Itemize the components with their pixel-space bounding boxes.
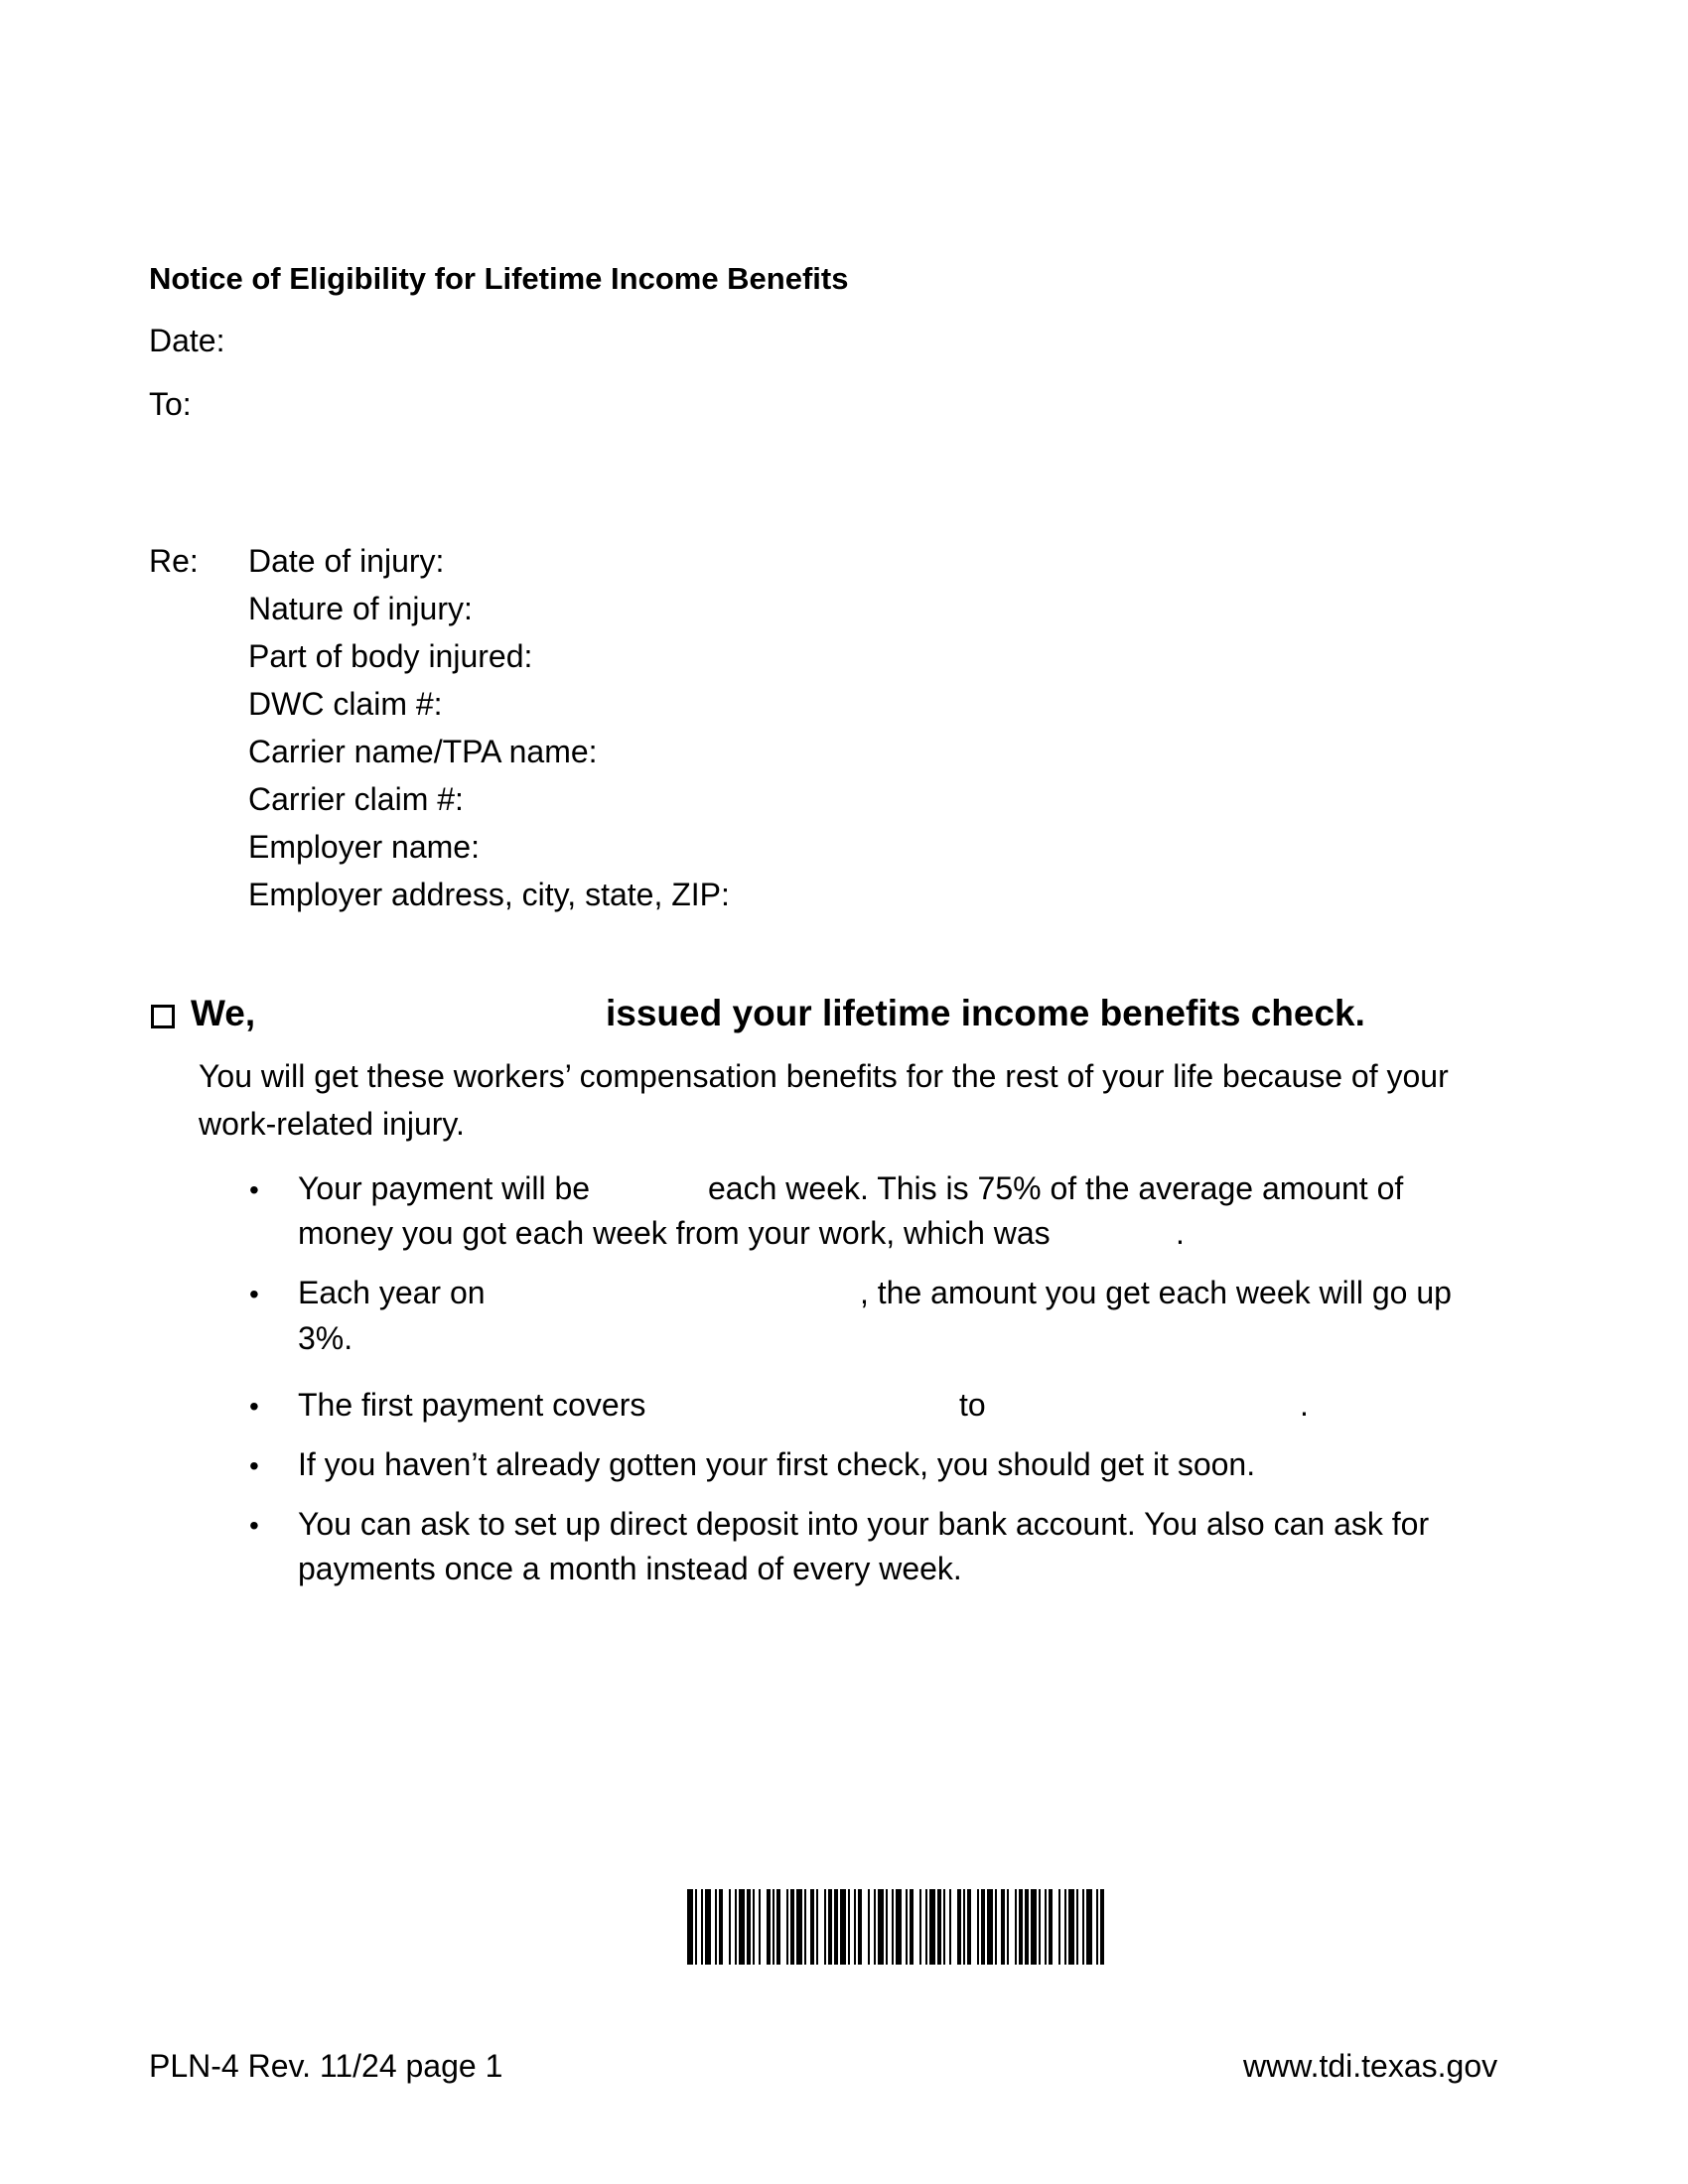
barcode-image	[687, 1889, 1104, 1965]
barcode-bar	[896, 1889, 902, 1965]
barcode-bar	[753, 1889, 755, 1965]
bullet-2-text-a: Each year on	[298, 1275, 486, 1310]
carrier-name-label: Carrier name/TPA name:	[248, 734, 598, 769]
bullet-3-text-a: The first payment covers	[298, 1387, 646, 1423]
barcode-bar	[878, 1889, 884, 1965]
barcode-bar	[786, 1889, 788, 1965]
intro-line-1: You will get these workers’ compensation benefits for the rest of your life because of your	[199, 1058, 1449, 1094]
barcode-bar	[1019, 1889, 1023, 1965]
barcode-bar	[1100, 1889, 1104, 1965]
barcode-bar	[949, 1889, 951, 1965]
barcode-bar	[995, 1889, 997, 1965]
barcode-bar	[937, 1889, 941, 1965]
heading-issued-text: issued your lifetime income benefits check.	[606, 993, 1365, 1033]
barcode-bar	[729, 1889, 731, 1965]
barcode-bar	[828, 1889, 832, 1965]
heading-we: We,	[191, 993, 256, 1033]
barcode-bar	[854, 1889, 856, 1965]
barcode-bar	[759, 1889, 761, 1965]
barcode-bar	[977, 1889, 979, 1965]
barcode-bar	[981, 1889, 985, 1965]
barcode-bar	[925, 1889, 927, 1965]
bullet-3-end: .	[1300, 1387, 1309, 1423]
bullet-5-line-1: You can ask to set up direct deposit into your bank account. You also can ask for	[298, 1506, 1430, 1542]
dwc-claim-label: DWC claim #:	[248, 686, 443, 722]
barcode-bar	[1068, 1889, 1074, 1965]
barcode-bar	[701, 1889, 703, 1965]
bullet-5-line-2: payments once a month instead of every week.	[298, 1551, 962, 1586]
bullet-4-dot: •	[249, 1450, 259, 1481]
barcode-bar	[874, 1889, 876, 1965]
barcode-bar	[824, 1889, 826, 1965]
barcode-bar	[929, 1889, 935, 1965]
barcode-bar	[1031, 1889, 1037, 1965]
bullet-1-line-2: money you got each week from your work, which was	[298, 1215, 1051, 1251]
bullet-3-text-b: to	[959, 1387, 986, 1423]
barcode-bar	[816, 1889, 818, 1965]
barcode-bar	[1025, 1889, 1029, 1965]
date-label: Date:	[149, 323, 225, 358]
nature-of-injury-label: Nature of injury:	[248, 591, 473, 626]
barcode-bar	[1058, 1889, 1060, 1965]
barcode-bar	[776, 1889, 780, 1965]
bullet-2-text-b: , the amount you get each week will go up	[860, 1275, 1452, 1310]
barcode-bar	[1039, 1889, 1041, 1965]
barcode-bar	[868, 1889, 870, 1965]
date-of-injury-label: Date of injury:	[248, 543, 445, 579]
barcode-bar	[967, 1889, 971, 1965]
footer-website: www.tdi.texas.gov	[1243, 2048, 1498, 2084]
barcode-bar	[1001, 1889, 1005, 1965]
barcode-bar	[1086, 1889, 1092, 1965]
barcode-bar	[790, 1889, 794, 1965]
barcode-bar	[919, 1889, 921, 1965]
bullet-2-line-2: 3%.	[298, 1320, 353, 1356]
issued-checkbox[interactable]	[151, 1005, 175, 1028]
re-label: Re:	[149, 543, 199, 579]
bullet-1-text-b: each week. This is 75% of the average amount of	[708, 1170, 1404, 1206]
bullet-3-dot: •	[249, 1391, 259, 1422]
intro-line-2: work-related injury.	[199, 1106, 465, 1142]
barcode-bar	[767, 1889, 771, 1965]
barcode-bar	[906, 1889, 908, 1965]
document-title: Notice of Eligibility for Lifetime Income Benefits	[149, 261, 849, 296]
barcode-bar	[987, 1889, 993, 1965]
barcode-bar	[840, 1889, 846, 1965]
barcode-bar	[910, 1889, 914, 1965]
barcode-bar	[719, 1889, 723, 1965]
barcode-bar	[943, 1889, 945, 1965]
barcode-bar	[810, 1889, 814, 1965]
barcode-bar	[715, 1889, 717, 1965]
barcode-bar	[834, 1889, 838, 1965]
barcode-bar	[1007, 1889, 1009, 1965]
bullet-1-dot: •	[249, 1174, 259, 1205]
bullet-4-text: If you haven’t already gotten your first check, you should get it soon.	[298, 1446, 1256, 1482]
barcode-bar	[739, 1889, 745, 1965]
part-of-body-label: Part of body injured:	[248, 638, 533, 674]
barcode-bar	[848, 1889, 850, 1965]
barcode-bar	[1082, 1889, 1084, 1965]
barcode-bar	[705, 1889, 711, 1965]
bullet-1-end: .	[1176, 1215, 1185, 1251]
employer-address-label: Employer address, city, state, ZIP:	[248, 877, 730, 912]
barcode-bar	[735, 1889, 737, 1965]
barcode-bar	[773, 1889, 774, 1965]
to-label: To:	[149, 386, 192, 422]
bullet-1-text-a: Your payment will be	[298, 1170, 591, 1206]
barcode-bar	[1015, 1889, 1017, 1965]
barcode-bar	[858, 1889, 862, 1965]
barcode-bar	[1064, 1889, 1066, 1965]
barcode-bar	[796, 1889, 802, 1965]
carrier-claim-label: Carrier claim #:	[248, 781, 464, 817]
barcode-bar	[687, 1889, 693, 1965]
barcode-bar	[1049, 1889, 1053, 1965]
barcode-bar	[695, 1889, 697, 1965]
barcode-bar	[804, 1889, 806, 1965]
bullet-5-dot: •	[249, 1510, 259, 1541]
barcode-bar	[747, 1889, 751, 1965]
barcode-bar	[1076, 1889, 1078, 1965]
barcode-bar	[1045, 1889, 1047, 1965]
barcode-bar	[963, 1889, 965, 1965]
barcode-bar	[957, 1889, 961, 1965]
barcode-bar	[1096, 1889, 1098, 1965]
barcode-bar	[892, 1889, 894, 1965]
bullet-2-dot: •	[249, 1279, 259, 1309]
footer-form-id: PLN-4 Rev. 11/24 page 1	[149, 2048, 503, 2084]
employer-name-label: Employer name:	[248, 829, 480, 865]
barcode-bar	[886, 1889, 888, 1965]
